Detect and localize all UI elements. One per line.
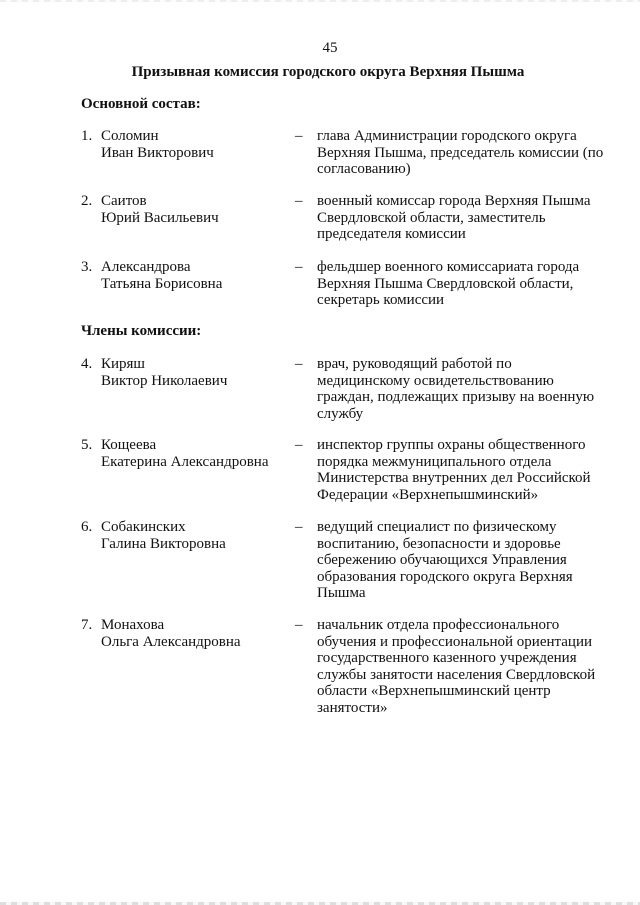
member-number: 6.	[81, 519, 93, 535]
member-name	[101, 617, 291, 650]
member-role: ведущий специалист по физическому воспитанию, безопасности и здоровье сбережению обучающихся Управления образования городского округа Верхняя Пышма	[317, 519, 573, 601]
member-given-name: Екатерина Александровна	[101, 453, 269, 470]
member-name	[101, 193, 291, 226]
member-dash: –	[295, 437, 303, 453]
member-given-name: Татьяна Борисовна	[101, 275, 223, 292]
member-name	[101, 519, 291, 552]
member-dash: –	[295, 193, 303, 209]
member-surname: Александрова	[101, 259, 191, 275]
member-name	[101, 437, 291, 470]
member-surname: Саитов	[101, 193, 147, 209]
member-given-name: Виктор Николаевич	[101, 372, 228, 389]
member-role: инспектор группы охраны общественного порядка межмуниципального отдела Министерства внутренних дел Российской Федерации «Верхнепышминский»	[317, 437, 591, 503]
member-name	[101, 259, 291, 292]
member-surname: Соломин	[101, 128, 159, 144]
member-role: военный комиссар города Верхняя Пышма Свердловской области, заместитель председателя комиссии	[317, 193, 591, 242]
member-dash: –	[295, 128, 303, 144]
member-surname: Киряш	[101, 356, 145, 372]
scan-artifact-top	[0, 0, 640, 2]
member-dash: –	[295, 259, 303, 275]
member-role: врач, руководящий работой по медицинскому освидетельствованию граждан, подлежащих призыву на военную службу	[317, 356, 595, 422]
member-number: 4.	[81, 356, 93, 372]
member-dash: –	[295, 356, 303, 372]
member-name	[101, 128, 291, 161]
member-role: начальник отдела профессионального обучения и профессиональной ориентации государственного казенного учреждения службы занятости населения Свердловской области «Верхнепышминский центр занятости»	[317, 617, 596, 716]
page-number: 45	[322, 40, 338, 56]
member-number: 2.	[81, 193, 93, 209]
section-heading-members: Члены комиссии:	[81, 323, 202, 339]
member-surname: Монахова	[101, 617, 165, 633]
document-title: Призывная комиссия городского округа Верхняя Пышма	[131, 64, 525, 80]
member-number: 3.	[81, 259, 93, 275]
member-surname: Собакинских	[101, 519, 186, 535]
member-given-name: Юрий Васильевич	[101, 209, 219, 226]
member-number: 7.	[81, 617, 93, 633]
member-role: фельдшер военного комиссариата города Верхняя Пышма Свердловской области, секретарь комиссии	[317, 259, 580, 308]
member-given-name: Ольга Александровна	[101, 633, 241, 650]
member-given-name: Галина Викторовна	[101, 535, 226, 552]
member-role: глава Администрации городского округа Верхняя Пышма, председатель комиссии (по согласованию)	[317, 128, 604, 177]
member-dash: –	[295, 617, 303, 633]
section-heading-main: Основной состав:	[81, 96, 201, 112]
member-number: 5.	[81, 437, 93, 453]
member-surname: Кощеева	[101, 437, 157, 453]
member-name	[101, 356, 291, 389]
member-dash: –	[295, 519, 303, 535]
member-given-name: Иван Викторович	[101, 144, 214, 161]
member-number: 1.	[81, 128, 93, 144]
